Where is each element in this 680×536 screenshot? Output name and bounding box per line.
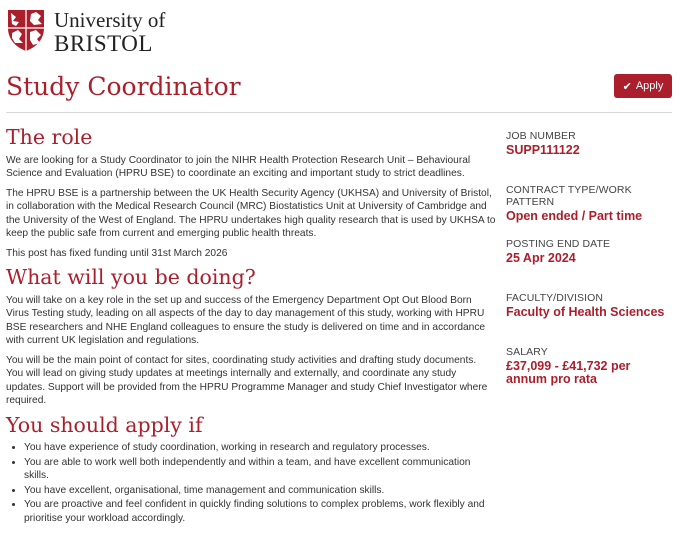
job-number-value: SUPP111122: [506, 143, 580, 157]
apply-button-label: Apply: [635, 80, 664, 92]
contract-type: [506, 184, 676, 223]
university-crest-icon: [6, 8, 46, 52]
faculty-division: [506, 292, 664, 319]
apply-button[interactable]: [614, 74, 672, 98]
faculty-value: Faculty of Health Sciences: [506, 305, 665, 319]
role-paragraph: The HPRU BSE is a partnership between the UK Health Security Agency (UKHSA) and University of Bristol, in collaboration with the Medical Research Council (MRC) Biostatistics Unit at University of Cambridge and the University of the West of England. The HPRU undertakes high quality research that is used by UKHSA to keep the public safe from current and emerging public health threats.: [6, 187, 496, 240]
role-paragraph: We are looking for a Study Coordinator to join the NIHR Health Protection Research Unit – Behavioural Science and Evaluation (HPRU BSE) to coordinate an exciting and important study to strict deadlines.: [6, 154, 471, 180]
doing-heading: What will you be doing?: [6, 265, 256, 290]
role-heading: The role: [6, 125, 93, 149]
posting-end-label: POSTING END DATE: [506, 238, 611, 250]
university-logo[interactable]: [6, 8, 165, 55]
list-item: • You are proactive and feel confident in quickly finding solutions to complex problems, work flexibly and prioritise your workload accordingly.: [24, 498, 496, 525]
header-divider: [6, 112, 672, 113]
page-title: Study Coordinator: [6, 72, 241, 101]
doing-paragraph: You will be the main point of contact for sites, coordinating study activities and drafting study documents. You will lead on giving study updates at meetings internally and externally, and coordinate any study updates. Support will be provided from the HPRU Programme Manager and study Chief Investigator where required.: [6, 354, 488, 407]
logo-line-2: BRISTOL: [54, 31, 153, 56]
job-description: [6, 126, 496, 526]
contract-type-label: CONTRACT TYPE/WORK PATTERN: [506, 184, 632, 208]
logo-wordmark: [54, 10, 165, 55]
contract-type-value: Open ended / Part time: [506, 209, 643, 223]
logo-line-1: University of: [54, 8, 166, 32]
apply-if-list: [6, 441, 496, 525]
job-number: [506, 130, 580, 157]
check-icon: ✔: [622, 80, 632, 93]
posting-end-value: 25 Apr 2024: [506, 251, 576, 265]
salary-label: SALARY: [506, 346, 548, 358]
list-item: • You have experience of study coordination, working in research and regulatory processes.: [24, 441, 496, 455]
faculty-label: FACULTY/DIVISION: [506, 292, 604, 304]
job-number-label: JOB NUMBER: [506, 130, 576, 142]
salary: [506, 346, 656, 386]
list-item: • You have excellent, organisational, time management and communication skills.: [24, 484, 496, 498]
posting-end-date: [506, 238, 610, 265]
role-paragraph: This post has fixed funding until 31st March 2026: [6, 247, 228, 259]
doing-paragraph: You will take on a key role in the set up and success of the Emergency Department Opt Out Blood Born Virus Testing study, leading on all aspects of the day to day management of this study, working with HPRU BSE researchers and NHE England colleagues to ensure the study is delivered on time and in accordance with current UK legislation and regulations.: [6, 294, 486, 347]
salary-value: £37,099 - £41,732 per annum pro rata: [506, 359, 631, 386]
apply-if-heading: You should apply if: [6, 412, 203, 437]
list-item: • You are able to work well both independently and within a team, and have excellent communication skills.: [24, 456, 496, 483]
